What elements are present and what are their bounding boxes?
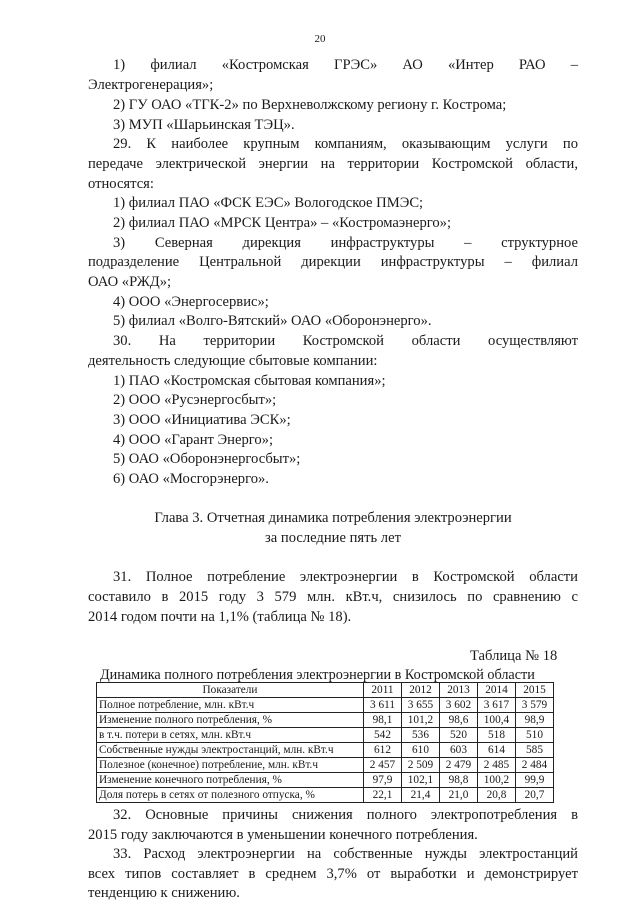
table-row — [97, 713, 554, 728]
table-cell: 2 485 — [478, 758, 516, 773]
table-cell: 3 617 — [478, 698, 516, 713]
text-line: 3) ООО «Инициатива ЭСК»; — [113, 412, 291, 428]
table-cell: 100,2 — [478, 773, 516, 788]
consumption-table — [96, 682, 554, 803]
table-cell: 614 — [478, 743, 516, 758]
table-cell: 21,4 — [402, 788, 440, 803]
table-cell: 536 — [402, 728, 440, 743]
text-line: 1) филиал «Костромская ГРЭС» АО «Интер РАО – — [113, 57, 578, 73]
text-line: 6) ОАО «Мосгорэнерго». — [113, 471, 269, 487]
page-number: 20 — [314, 33, 326, 45]
table-cell: Изменение конечного потребления, % — [97, 773, 364, 788]
table-cell: 612 — [364, 743, 402, 758]
table-cell: 100,4 — [478, 713, 516, 728]
table-cell: 20,7 — [516, 788, 554, 803]
table-cell: 101,2 — [402, 713, 440, 728]
table-cell: 98,8 — [440, 773, 478, 788]
table-cell: 610 — [402, 743, 440, 758]
table-cell: 3 602 — [440, 698, 478, 713]
table-cell: 2 509 — [402, 758, 440, 773]
text-line: относятся: — [88, 176, 154, 192]
table-title: Динамика полного потребления электроэнергии в Костромской области — [100, 667, 535, 683]
table-cell: 3 579 — [516, 698, 554, 713]
text-line: 33. Расход электроэнергии на собственные нужды электростанций — [113, 846, 578, 862]
table-cell: 99,9 — [516, 773, 554, 788]
text-line: тенденцию к снижению. — [88, 885, 240, 901]
text-line: 2014 годом почти на 1,1% (таблица № 18). — [88, 609, 352, 625]
table-cell: 21,0 — [440, 788, 478, 803]
table-cell: 22,1 — [364, 788, 402, 803]
text-line: 5) филиал «Волго-Вятский» ОАО «Оборонэнерго». — [113, 313, 432, 329]
text-line: передаче электрической энергии на территории Костромской области, — [88, 156, 578, 172]
table-label: Таблица № 18 — [470, 648, 558, 664]
text-line: 5) ОАО «Оборонэнергосбыт»; — [113, 451, 301, 467]
chapter-heading: Глава 3. Отчетная динамика потребления электроэнергии — [154, 510, 512, 526]
table-header-cell: 2012 — [402, 683, 440, 698]
table-cell: 3 611 — [364, 698, 402, 713]
table-cell: Полезное (конечное) потребление, млн. кВт.ч — [97, 758, 364, 773]
table-cell: 2 484 — [516, 758, 554, 773]
table-header-cell: 2011 — [364, 683, 402, 698]
text-line: деятельность следующие сбытовые компании: — [88, 353, 378, 369]
table-cell: Собственные нужды электростанций, млн. кВт.ч — [97, 743, 364, 758]
table-cell: 542 — [364, 728, 402, 743]
table-cell: Полное потребление, млн. кВт.ч — [97, 698, 364, 713]
table-row — [97, 728, 554, 743]
table-cell: 603 — [440, 743, 478, 758]
table-header-cell: Показатели — [97, 683, 364, 698]
table-row — [97, 743, 554, 758]
text-line: 1) филиал ПАО «ФСК ЕЭС» Вологодское ПМЭС; — [113, 195, 424, 211]
text-line: 30. На территории Костромской области осуществляют — [113, 333, 578, 349]
table-cell: 98,9 — [516, 713, 554, 728]
text-line: 2) ГУ ОАО «ТГК-2» по Верхневолжскому региону г. Кострома; — [113, 97, 507, 113]
table-row — [97, 698, 554, 713]
text-line: 4) ООО «Энергосервис»; — [113, 294, 269, 310]
table-row — [97, 788, 554, 803]
table-header-row — [97, 683, 554, 698]
text-line: 31. Полное потребление электроэнергии в Костромской области — [113, 569, 578, 585]
table-cell: 97,9 — [364, 773, 402, 788]
table-cell: Доля потерь в сетях от полезного отпуска, % — [97, 788, 364, 803]
text-line: 2) ООО «Русэнергосбыт»; — [113, 392, 277, 408]
table-cell: 510 — [516, 728, 554, 743]
table-header-cell: 2014 — [478, 683, 516, 698]
table-cell: 2 457 — [364, 758, 402, 773]
text-line: ОАО «РЖД»; — [88, 274, 172, 290]
chapter-heading-line2: за последние пять лет — [265, 530, 401, 546]
table-cell: 20,8 — [478, 788, 516, 803]
text-line: составило в 2015 году 3 579 млн. кВт.ч, снизилось по сравнению с — [88, 589, 578, 605]
table-cell: 98,1 — [364, 713, 402, 728]
text-line: подразделение Центральной дирекции инфраструктуры – филиал — [88, 254, 578, 270]
text-line: 2015 году заключаются в уменьшении конечного потребления. — [88, 827, 478, 843]
text-line: 29. К наиболее крупным компаниям, оказывающим услуги по — [113, 136, 578, 152]
text-line: всех типов составляет в среднем 3,7% от выработки и демонстрирует — [88, 866, 578, 882]
table-row — [97, 758, 554, 773]
text-line: 32. Основные причины снижения полного электропотребления в — [113, 807, 578, 823]
table-cell: Изменение полного потребления, % — [97, 713, 364, 728]
table-cell: 520 — [440, 728, 478, 743]
text-line: 4) ООО «Гарант Энерго»; — [113, 432, 274, 448]
text-line: 2) филиал ПАО «МРСК Центра» – «Костромаэнерго»; — [113, 215, 452, 231]
table-cell: 585 — [516, 743, 554, 758]
table-cell: в т.ч. потери в сетях, млн. кВт.ч — [97, 728, 364, 743]
table-cell: 518 — [478, 728, 516, 743]
text-line: Электрогенерация»; — [88, 77, 214, 93]
text-line: 3) МУП «Шарьинская ТЭЦ». — [113, 117, 295, 133]
table-header-cell: 2015 — [516, 683, 554, 698]
table-header-cell: 2013 — [440, 683, 478, 698]
table-cell: 3 655 — [402, 698, 440, 713]
text-line: 1) ПАО «Костромская сбытовая компания»; — [113, 373, 386, 389]
table-cell: 2 479 — [440, 758, 478, 773]
text-line: 3) Северная дирекция инфраструктуры – структурное — [113, 235, 578, 251]
table-cell: 102,1 — [402, 773, 440, 788]
table-cell: 98,6 — [440, 713, 478, 728]
table-row — [97, 773, 554, 788]
